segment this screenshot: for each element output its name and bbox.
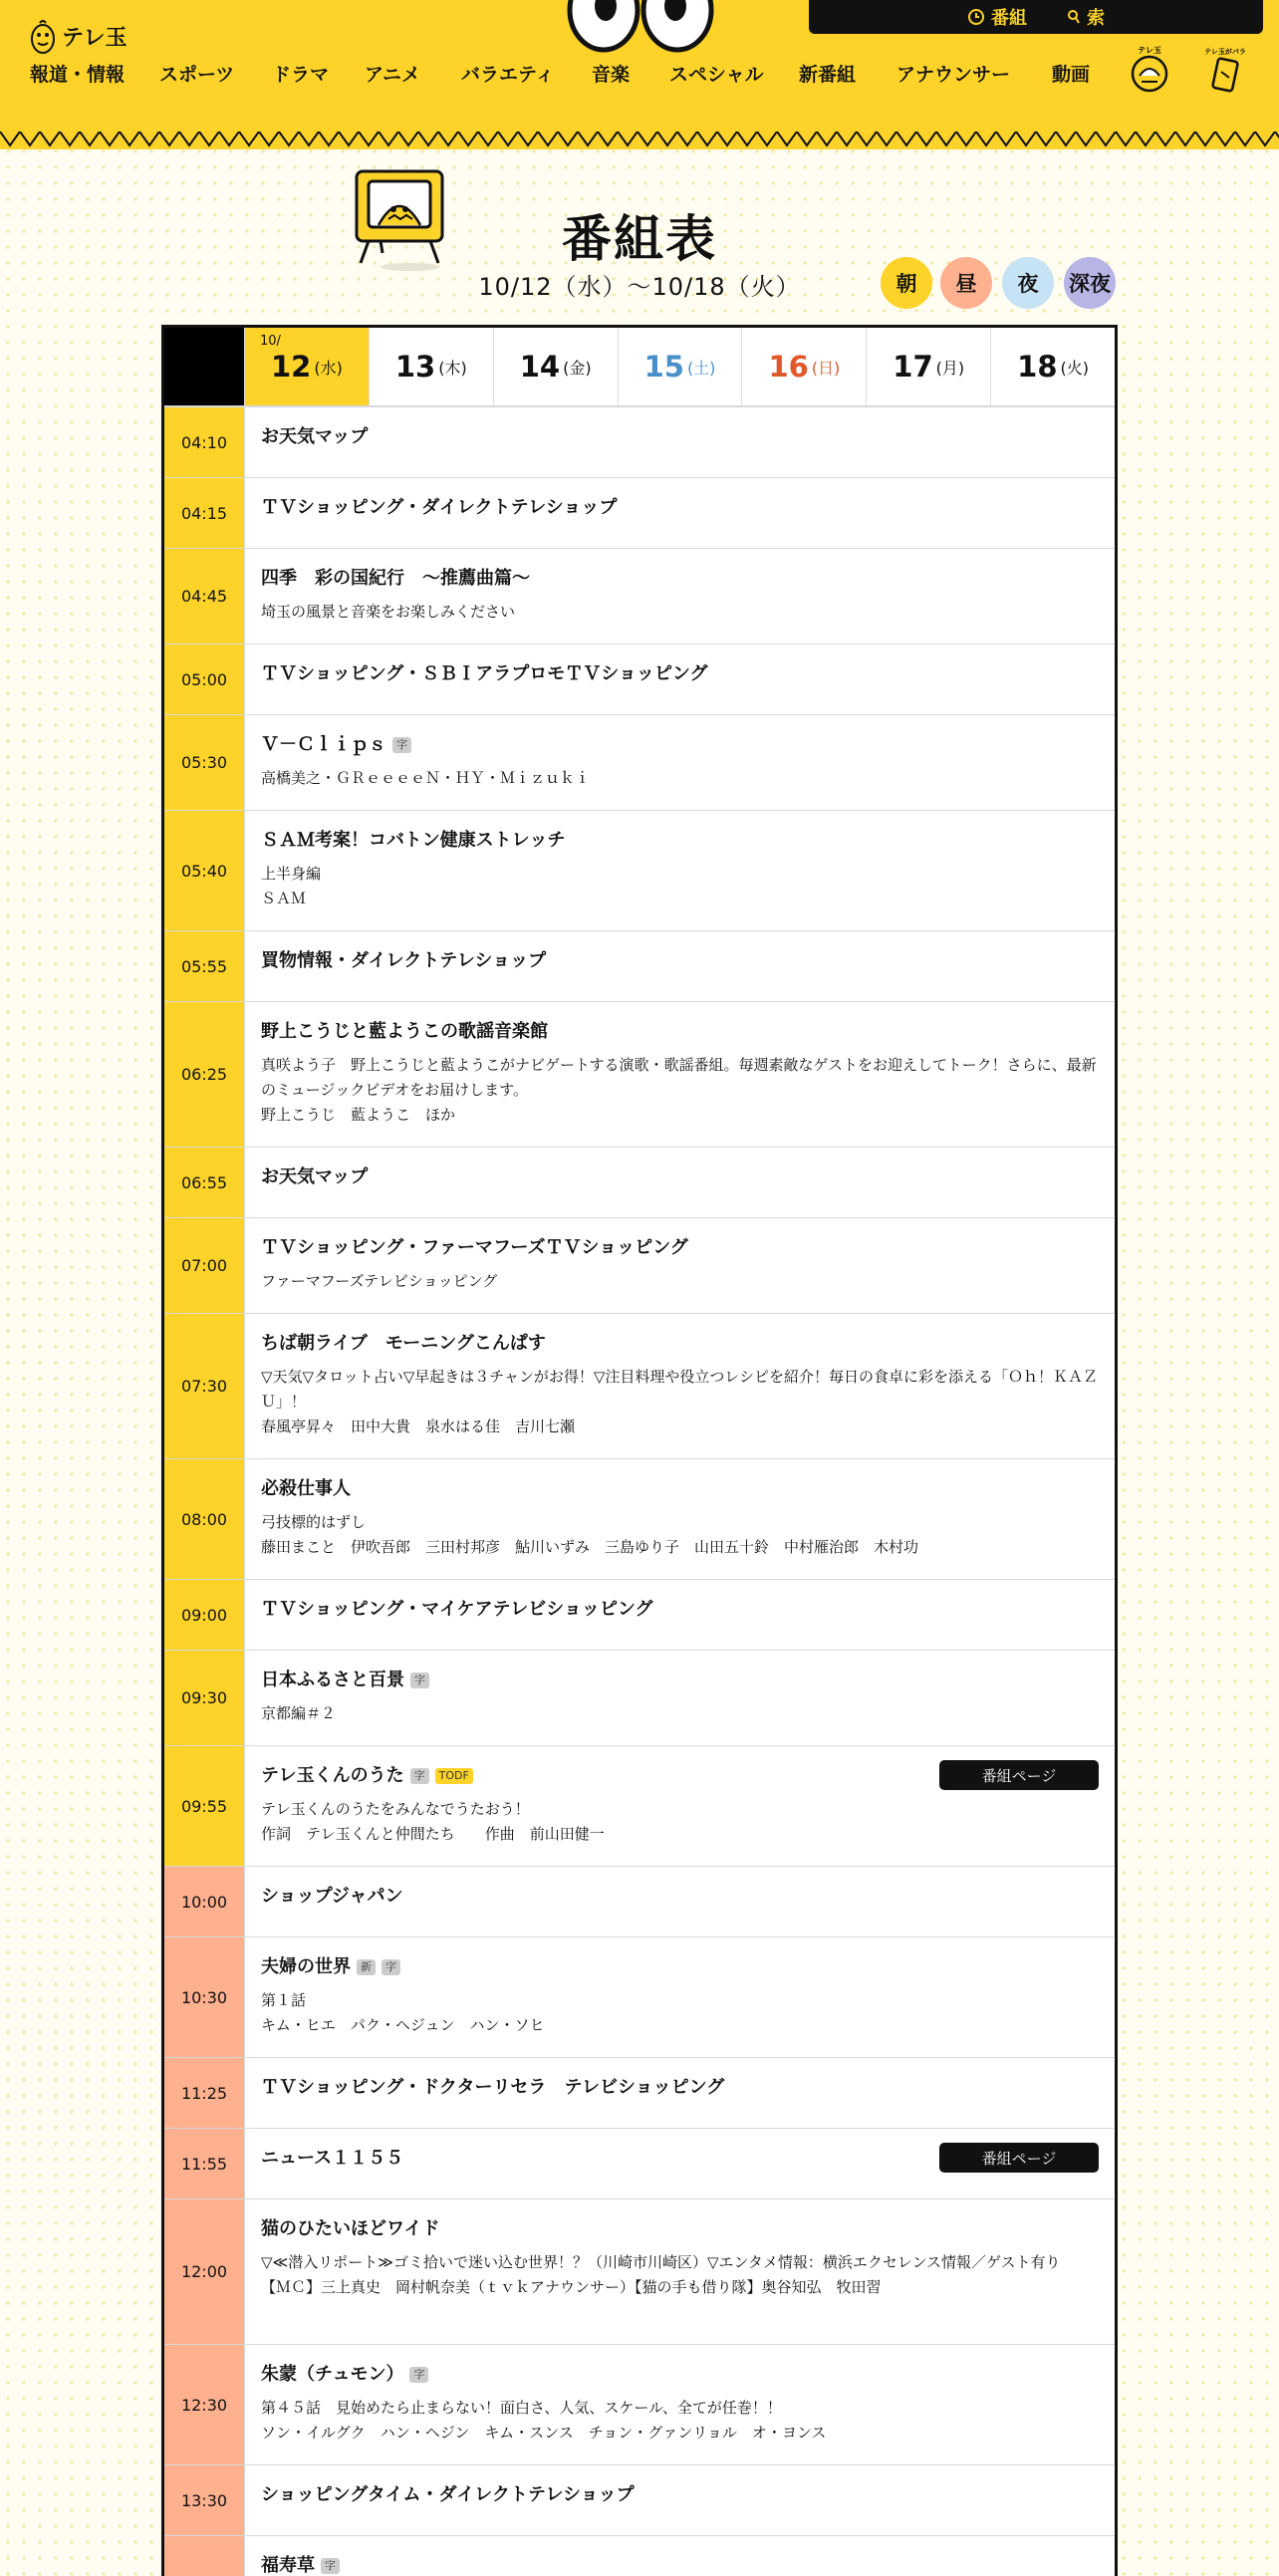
header-zigzag-edge [0,131,1279,149]
site-logo[interactable] [30,16,139,56]
program-start-time: 09:30 [164,1651,245,1745]
program-start-time: 06:55 [164,1148,245,1217]
program-title[interactable]: ＴＶショッピング・ドクターリセラ テレビショッピング [261,2077,725,2098]
program-content [245,1651,1115,1745]
clock-icon [967,8,985,26]
program-title-line [261,1885,1099,1908]
subtitle-badge: 字 [321,2558,340,2574]
program-title-line [261,662,1099,685]
nav-new-programs[interactable]: 新番組 [799,64,857,86]
nav-variety[interactable]: バラエティ [461,64,555,86]
program-title-line [261,2076,1099,2099]
search-link[interactable] [1067,4,1105,30]
day-tab-month: 10/ [260,334,281,349]
program-title-line [261,2554,1099,2576]
program-content [245,1314,1115,1458]
program-description: 第１話 キム・ヒエ パク・ヘジュン ハン・ソヒ [261,1991,545,2035]
program-content [245,644,1115,714]
program-row[interactable] [164,478,1115,549]
program-content [245,1867,1115,1936]
program-title[interactable]: ＳＡＭ考案！コバトン健康ストレッチ [261,830,566,851]
subtitle-badge: 字 [410,1673,429,1688]
day-tab[interactable] [866,328,990,405]
program-title-line [261,829,1099,852]
todf-badge: TODF [435,1768,473,1784]
program-content [245,407,1115,477]
program-content [245,2345,1115,2464]
program-description: 高橋美之・ＧＲｅｅｅｅＮ・ＨＹ・Ｍｉｚｕｋｉ [261,769,591,788]
time-of-day-night[interactable]: 夜 [1002,257,1054,309]
program-start-time: 12:00 [164,2199,245,2344]
program-title[interactable]: ＴＶショッピング・ＳＢＩアラプロモＴＶショッピング [261,663,708,684]
program-description: 真咲よう子 野上こうじと藍ようこがナビゲートする演歌・歌謡番組。毎週素敵なゲストをお迎えしてトーク！さらに、最新のミュージックビデオをお届けします。 野上こうじ 藍ようこ ほか [261,1056,1097,1124]
program-title[interactable]: ショッピングタイム・ダイレクトテレショップ [261,2484,635,2505]
program-page-button[interactable]: 番組ページ [939,1760,1099,1790]
program-title-line [261,1236,1099,1259]
program-start-time: 09:00 [164,1580,245,1650]
program-title[interactable]: 日本ふるさと百景 [261,1670,404,1690]
program-start-time: 13:30 [164,2465,245,2535]
svg-text:テレ玉: テレ玉 [1138,46,1161,55]
program-start-time: 05:00 [164,644,245,714]
program-start-time: 11:25 [164,2058,245,2128]
time-of-day-late-night[interactable]: 深夜 [1064,257,1116,309]
day-tab[interactable] [618,328,742,405]
program-row[interactable] [164,1746,1115,1867]
site-header [0,0,1279,149]
program-title[interactable]: テレ玉くんのうた [261,1765,404,1786]
program-content [245,2058,1115,2128]
program-start-time: 10:00 [164,1867,245,1936]
program-content [245,549,1115,644]
subtitle-badge: 字 [409,2367,428,2383]
program-start-time: 06:25 [164,1002,245,1147]
program-title-line [261,1598,1099,1621]
program-start-time: 05:55 [164,931,245,1001]
program-content [245,2199,1115,2344]
program-start-time: 10:30 [164,1937,245,2057]
program-title-line [261,1020,1099,1043]
day-tab-date: 13 [394,350,436,384]
day-tab[interactable] [990,328,1115,405]
program-row[interactable] [164,1580,1115,1651]
program-description: 第４５話 見始めたら止まらない！面白さ、人気、スケール、全てが任巻！！ ソン・イルグク ハン・ヘジン キム・スンス チョン・グァンリョル オ・ヨンス [261,2399,827,2443]
program-content [245,1218,1115,1313]
day-tab-date: 17 [893,350,933,384]
program-title[interactable]: 必殺仕事人 [261,1478,351,1499]
program-title[interactable]: 福寿草 [261,2555,315,2576]
program-row[interactable] [164,2129,1115,2199]
program-row[interactable] [164,1651,1115,1746]
program-start-time [164,2536,245,2576]
day-tab-weekday: (水) [314,358,343,378]
day-tab[interactable] [493,328,618,405]
program-schedule [161,325,1118,2576]
program-page-button[interactable]: 番組ページ [939,2143,1099,2173]
program-content [245,811,1115,930]
page-title: 番組表 [562,210,717,268]
program-title-line [261,733,1099,756]
day-tabs-corner [164,328,244,405]
program-row[interactable] [164,549,1115,644]
search-link-label: 索 [1087,8,1105,29]
program-title-line [261,1332,1099,1355]
svg-text:テレ玉がパラ: テレ玉がパラ [1204,48,1246,56]
mascot-eyes-icon [566,0,715,60]
subtitle-badge: 字 [382,1959,400,1975]
new-badge: 新 [357,1959,376,1975]
program-content [245,1580,1115,1650]
program-title-line [261,1669,1099,1691]
program-row[interactable] [164,407,1115,478]
program-title-line [261,2483,1099,2506]
program-content [245,478,1115,548]
program-start-time: 12:30 [164,2345,245,2464]
program-content [245,1459,1115,1579]
program-content [245,1002,1115,1147]
nav-drama[interactable]: ドラマ [272,64,330,86]
program-title-line [261,2363,1099,2386]
program-row[interactable] [164,811,1115,931]
program-start-time: 05:40 [164,811,245,930]
program-row[interactable] [164,715,1115,811]
program-title[interactable]: お天気マップ [261,1166,369,1187]
program-row[interactable] [164,2058,1115,2129]
program-content [245,2536,1115,2576]
day-tab-date: 16 [768,350,809,384]
day-tab-weekday: (木) [438,358,467,378]
program-row[interactable] [164,1459,1115,1580]
program-start-time: 05:30 [164,715,245,810]
program-row[interactable] [164,1002,1115,1148]
program-start-time: 04:15 [164,478,245,548]
program-row[interactable] [164,2345,1115,2465]
top-utility-bar [809,0,1263,34]
program-description: 上半身編 ＳＡＭ [261,865,322,908]
program-title-line [261,1165,1099,1188]
program-start-time: 07:00 [164,1218,245,1313]
program-title[interactable]: 買物情報・ダイレクトテレショップ [261,950,547,971]
program-start-time: 08:00 [164,1459,245,1579]
day-tab-weekday: (日) [811,358,841,378]
program-start-time: 04:10 [164,407,245,477]
program-row[interactable] [164,2536,1115,2576]
day-tab[interactable] [369,328,493,405]
program-row[interactable] [164,644,1115,715]
logo-text: テレ玉 [62,25,128,51]
teletama-para-nav-icon[interactable] [1203,44,1247,94]
day-tab[interactable] [741,328,866,405]
program-row[interactable] [164,2199,1115,2345]
schedule-link[interactable] [967,4,1027,30]
program-title-line [261,425,1099,448]
program-start-time: 09:55 [164,1746,245,1866]
program-description: テレ玉くんのうたをみんなでうたおう！ 作詞 テレ玉くんと仲間たち 作曲 前山田健一 [261,1800,605,1844]
program-description: ▽≪潜入リポート≫ゴミ拾いで迷い込む世界！？（川崎市川崎区）▽エンタメ情報：横浜エクセレンス情報／ゲスト有り 【ＭＣ】三上真史 岡村帆奈美（ｔｖｋアナウンサー）【猫の手も借り隊】奥谷知弘 牧田習 [261,2253,1061,2297]
program-row[interactable] [164,1218,1115,1314]
program-content [245,931,1115,1001]
program-title-line [261,2217,1099,2240]
subtitle-badge: 字 [392,737,411,753]
schedule-link-label: 番組 [991,8,1027,29]
program-title[interactable]: ＴＶショッピング・マイケアテレビショッピング [261,1599,653,1620]
program-row[interactable] [164,1867,1115,1937]
program-start-time: 04:45 [164,549,245,644]
program-content [245,2465,1115,2535]
program-description: 弓技標的はずし 藤田まこと 伊吹吾郎 三田村邦彦 鮎川いずみ 三島ゆり子 山田五十鈴 中村雁治郎 木村功 [261,1513,919,1557]
nav-video[interactable]: 動画 [1052,64,1091,86]
day-tab-date: 14 [519,350,561,384]
subtitle-badge: 字 [410,1768,429,1784]
program-title[interactable]: ショップジャパン [261,1886,403,1907]
nav-anime[interactable]: アニメ [365,64,421,86]
program-title[interactable]: ちば朝ライブ モーニングこんぱす [261,1333,546,1354]
program-title-line [261,567,1099,590]
program-title[interactable]: 四季 彩の国紀行 ～推薦曲篇～ [261,568,530,589]
program-title[interactable]: 夫婦の世界 [261,1956,351,1977]
program-row[interactable] [164,1314,1115,1459]
program-content [245,1937,1115,2057]
program-row[interactable] [164,1937,1115,2058]
program-content [245,715,1115,810]
program-title-line [261,949,1099,972]
program-title[interactable]: 朱蒙（チュモン） [261,2364,404,2385]
program-title-line [261,496,1099,519]
program-description: ファーマフーズテレビショッピング [261,1272,498,1291]
program-start-time: 11:55 [164,2129,245,2198]
program-row[interactable] [164,931,1115,1002]
program-title[interactable]: ニュース１１５５ [261,2148,404,2169]
teletama-kun-nav-icon[interactable] [1128,44,1171,94]
program-row[interactable] [164,2465,1115,2536]
day-tab[interactable] [244,328,369,405]
nav-sports[interactable]: スポーツ [159,64,235,86]
nav-special[interactable]: スペシャル [669,64,764,86]
day-tab-weekday: (金) [563,358,592,378]
nav-news[interactable]: 報道・情報 [30,64,126,86]
day-tab-weekday: (火) [1060,358,1090,378]
time-of-day-morning[interactable]: 朝 [881,257,932,309]
search-icon [1067,8,1081,26]
program-title[interactable]: ＴＶショッピング・ファーマフーズＴＶショッピング [261,1237,688,1258]
program-description: 京都編＃２ [261,1704,337,1723]
program-content [245,1148,1115,1217]
program-title-line [261,1477,1099,1500]
day-tab-date: 18 [1017,350,1058,384]
program-list [164,407,1115,2576]
program-title[interactable]: 猫のひたいほどワイド [261,2218,440,2239]
program-description: 埼玉の風景と音楽をお楽しみください [261,603,516,622]
day-tab-weekday: (土) [686,358,716,378]
program-description: ▽天気▽タロット占い▽早起きは３チャンがお得！▽注目料理や役立つレシピを紹介！毎日の食卓に彩を添える「Ｏｈ！ＫＡＺＵ」！ 春風亭昇々 田中大貴 泉水はる佳 吉川七瀬 [261,1368,1099,1435]
program-start-time: 07:30 [164,1314,245,1458]
nav-announcer[interactable]: アナウンサー [896,64,1011,86]
day-tab-date: 12 [271,350,312,384]
day-tab-weekday: (月) [935,358,965,378]
program-row[interactable] [164,1148,1115,1218]
program-title[interactable]: ＴＶショッピング・ダイレクトテレショップ [261,497,618,518]
day-tabs [164,328,1115,407]
program-title[interactable]: お天気マップ [261,426,369,447]
date-range: 10/12（水）〜10/18（火） [478,273,801,301]
day-tab-date: 15 [643,350,684,384]
mascot-logo-icon [30,17,56,55]
time-of-day-daytime[interactable]: 昼 [940,257,992,309]
program-title[interactable]: 野上こうじと藍ようこの歌謡音楽館 [261,1021,548,1042]
nav-music[interactable]: 音楽 [592,64,631,86]
program-title[interactable]: Ｖ－Ｃｌｉｐｓ [261,734,386,755]
program-title-line [261,1955,1099,1978]
